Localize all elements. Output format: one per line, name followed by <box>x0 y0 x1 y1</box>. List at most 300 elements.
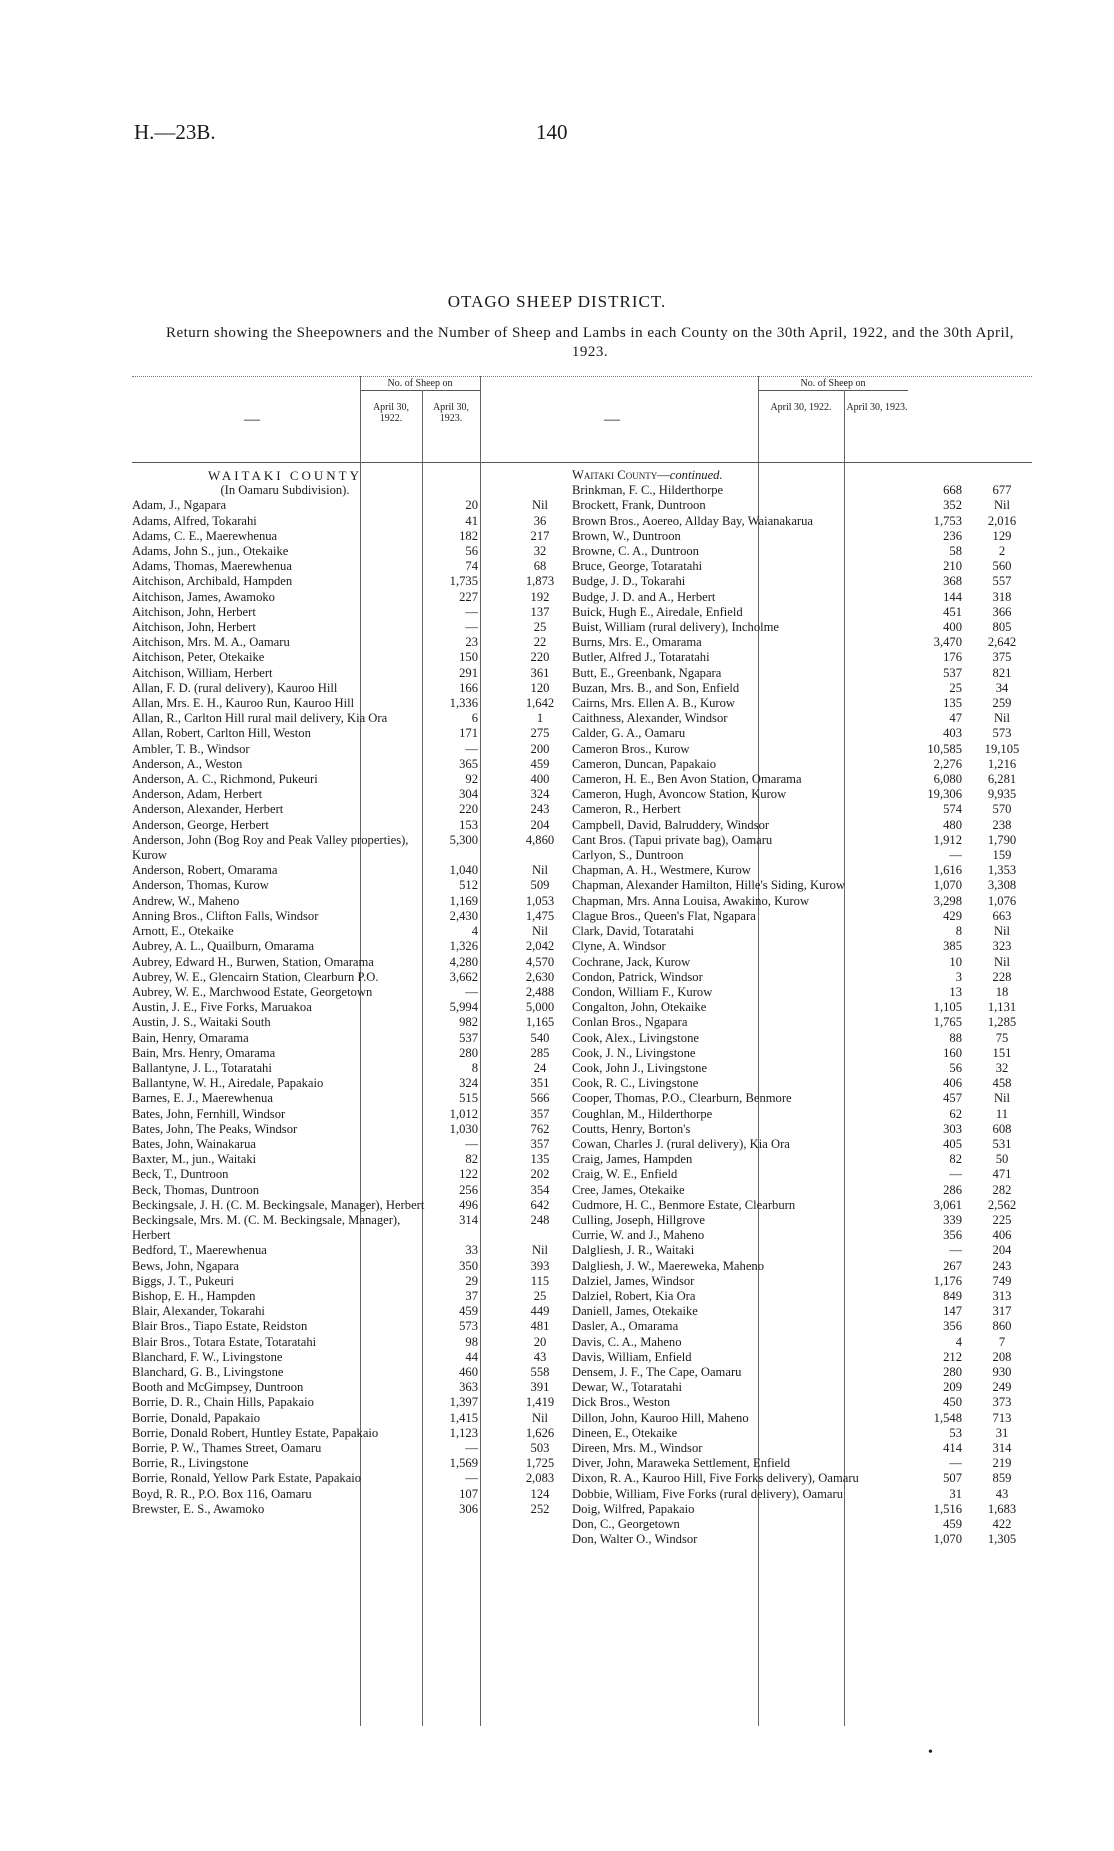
sheep-1922: 280 <box>459 1045 478 1060</box>
sheep-1922: 450 <box>943 1395 962 1410</box>
table-row <box>566 757 1032 772</box>
sheep-1923: 259 <box>992 696 1012 711</box>
sheep-1923: 1,053 <box>525 893 555 908</box>
sheep-return-table <box>132 376 1032 1726</box>
owner-name: Bews, John, Ngapara <box>132 1258 240 1273</box>
table-row <box>566 1107 1032 1122</box>
sheep-1923: 1,076 <box>987 893 1017 908</box>
sheep-1922: 1,912 <box>933 832 962 847</box>
sheep-1923: 11 <box>995 1106 1009 1121</box>
table-row <box>566 848 1032 863</box>
table-row <box>566 955 1032 970</box>
sheep-1923: 129 <box>992 528 1012 543</box>
sheep-1923: 361 <box>530 665 550 680</box>
sheep-1923: 318 <box>992 589 1012 604</box>
owner-name: Adams, Thomas, Maerewhenua <box>132 559 292 574</box>
sheep-1922: 19,306 <box>927 787 962 802</box>
table-row <box>566 863 1032 878</box>
owner-name: Don, C., Georgetown <box>572 1517 680 1532</box>
owner-name: Aitchison, William, Herbert <box>132 665 273 680</box>
table-row <box>566 605 1032 620</box>
table-row <box>566 529 1032 544</box>
table-row <box>566 1243 1032 1258</box>
sheep-1922: 1,176 <box>933 1273 962 1288</box>
sheep-1923: 1,790 <box>987 832 1017 847</box>
table-row <box>566 1335 1032 1350</box>
table-row <box>132 955 562 970</box>
sheep-1923: 1,683 <box>987 1501 1017 1516</box>
sheep-1923: 642 <box>530 1197 550 1212</box>
sheep-1922: 668 <box>943 483 962 498</box>
owner-name: Daniell, James, Otekaike <box>572 1304 698 1319</box>
section-subtitle-oamaru: (In Oamaru Subdivision). <box>220 483 350 498</box>
section-title-waitaki: WAITAKI COUNTY <box>208 468 362 483</box>
right-group-rule <box>758 390 908 391</box>
sheep-1922: 1,040 <box>449 863 478 878</box>
owner-name: Cook, Alex., Livingstone <box>572 1030 699 1045</box>
table-row <box>566 909 1032 924</box>
sheep-1923: 509 <box>530 878 550 893</box>
sheep-1923: 2 <box>998 544 1006 559</box>
owner-name: Adams, John S., jun., Otekaike <box>132 544 289 559</box>
sheep-1923: 4,860 <box>525 832 555 847</box>
sheep-1922: 414 <box>943 1441 962 1455</box>
sheep-1922: 4 <box>955 1334 962 1349</box>
owner-name: Dobbie, William, Five Forks (rural delivery), Oamaru <box>572 1486 844 1501</box>
sheep-1922: 41 <box>465 513 478 528</box>
owner-name: Blanchard, F. W., Livingstone <box>132 1349 283 1364</box>
sheep-1923: 1,131 <box>987 1000 1017 1015</box>
sheep-1922: 314 <box>459 1212 478 1227</box>
owner-name: Browne, C. A., Duntroon <box>572 544 699 559</box>
sheep-1923: 393 <box>530 1258 550 1273</box>
sheep-1923: 204 <box>992 1243 1012 1258</box>
sheep-1922: 23 <box>465 635 478 650</box>
owner-name: Dewar, W., Totaratahi <box>572 1380 682 1395</box>
table-row <box>132 1015 562 1030</box>
sheep-1922: — <box>465 984 478 999</box>
sheep-1922: 303 <box>943 1121 962 1136</box>
table-row <box>566 1289 1032 1304</box>
owner-name: Blair Bros., Tiapo Estate, Reidston <box>132 1319 308 1334</box>
owner-name: Condon, William F., Kurow <box>572 984 713 999</box>
table-row <box>566 696 1032 711</box>
sheep-1922: 62 <box>949 1106 962 1121</box>
sheep-1923: 151 <box>992 1045 1012 1060</box>
table-row <box>566 1471 1032 1486</box>
sheep-1923: 566 <box>530 1091 550 1106</box>
table-row <box>132 559 562 574</box>
table-row <box>566 681 1032 696</box>
sheep-1922: 10 <box>949 954 962 969</box>
owner-name: Allan, Mrs. E. H., Kauroo Run, Kauroo Hill <box>132 696 355 711</box>
sheep-1922: 210 <box>943 559 962 574</box>
sheep-1922: 6 <box>471 711 478 726</box>
sheep-1923: 137 <box>530 604 550 619</box>
sheep-1922: 400 <box>943 620 962 635</box>
owner-name: Dalgliesh, J. R., Waitaki <box>572 1243 695 1258</box>
owner-name: Brinkman, F. C., Hilderthorpe <box>572 483 724 498</box>
sheep-1923: Nil <box>993 711 1011 726</box>
sheep-1922: — <box>465 604 478 619</box>
sheep-1923: 208 <box>992 1349 1012 1364</box>
sheep-1923: 930 <box>992 1364 1012 1379</box>
sheep-1922: 1,070 <box>933 1532 962 1547</box>
owner-name: Aubrey, A. L., Quailburn, Omarama <box>132 939 315 954</box>
table-row <box>566 1137 1032 1152</box>
sheep-1923: 313 <box>992 1288 1012 1303</box>
sheep-1922: — <box>465 741 478 756</box>
owner-name: Bain, Mrs. Henry, Omarama <box>132 1045 276 1060</box>
sheep-1922: 451 <box>943 604 962 619</box>
owner-name: Brewster, E. S., Awamoko <box>132 1501 265 1516</box>
owner-name: Brockett, Frank, Duntroon <box>572 498 706 513</box>
sheep-1923: 805 <box>992 620 1012 635</box>
sheep-1922: 13 <box>949 984 962 999</box>
table-row <box>566 802 1032 817</box>
sheep-1922: 365 <box>459 756 478 771</box>
owner-name: Anderson, Alexander, Herbert <box>132 802 284 817</box>
sheep-1923: 238 <box>992 817 1012 832</box>
owner-name: Anderson, Adam, Herbert <box>132 787 263 802</box>
table-row <box>566 1122 1032 1137</box>
table-row <box>566 1061 1032 1076</box>
owner-name: Adam, J., Ngapara <box>132 498 227 513</box>
sheep-1923: 7 <box>998 1334 1006 1349</box>
sheep-1922: 5,300 <box>449 832 478 847</box>
table-row <box>566 833 1032 848</box>
sheep-1922: 1,516 <box>933 1501 962 1516</box>
table-row <box>132 544 562 559</box>
owner-name: Borrie, Ronald, Yellow Park Estate, Papakaio <box>132 1471 362 1486</box>
sheep-1923: 2,642 <box>987 635 1017 650</box>
owner-name: Beckingsale, Mrs. M. (C. M. Beckingsale, Manager), Herbert <box>132 1212 401 1243</box>
sheep-1923: 366 <box>992 604 1012 619</box>
sheep-1923: 859 <box>992 1471 1012 1486</box>
owner-name: Cameron Bros., Kurow <box>572 741 690 756</box>
sheep-1923: 22 <box>533 635 547 650</box>
sheep-1923: 248 <box>530 1212 550 1227</box>
sheep-1923: 225 <box>992 1212 1012 1227</box>
table-row <box>566 590 1032 605</box>
owner-name: Currie, W. and J., Maheno <box>572 1228 705 1243</box>
sheep-1923: 115 <box>530 1273 550 1288</box>
sheep-1923: Nil <box>531 498 549 513</box>
sheep-1923: 351 <box>530 1076 550 1091</box>
sheep-1922: 537 <box>943 665 962 680</box>
owner-name: Austin, J. E., Five Forks, Maruakoa <box>132 1000 312 1015</box>
owner-name: Ballantyne, W. H., Airedale, Papakaio <box>132 1076 324 1091</box>
owner-name: Anderson, A. C., Richmond, Pukeuri <box>132 772 318 787</box>
sheep-1923: 5,000 <box>525 1000 555 1015</box>
owner-name: Cooper, Thomas, P.O., Clearburn, Benmore <box>572 1091 792 1106</box>
sheep-1923: 481 <box>530 1319 550 1334</box>
table-row <box>132 833 562 863</box>
sheep-1922: 1,070 <box>933 878 962 893</box>
table-row <box>132 1426 562 1441</box>
sheep-1922: 849 <box>943 1288 962 1303</box>
right-column <box>566 468 1032 1547</box>
left-header-group: No. of Sheep on <box>387 378 453 389</box>
owner-name: Clague Bros., Queen's Flat, Ngapara <box>572 908 756 923</box>
owner-name: Adams, C. E., Maerewhenua <box>132 528 278 543</box>
sheep-1923: 373 <box>992 1395 1012 1410</box>
footer-dot: • <box>928 1745 933 1760</box>
table-row <box>566 1198 1032 1213</box>
owner-name: Biggs, J. T., Pukeuri <box>132 1273 235 1288</box>
sheep-1922: 982 <box>459 1015 478 1030</box>
owner-name: Don, Walter O., Windsor <box>572 1532 698 1547</box>
sheep-1923: 43 <box>995 1486 1009 1501</box>
sheep-1922: 574 <box>943 802 962 817</box>
table-row <box>566 1426 1032 1441</box>
owner-name: Caithness, Alexander, Windsor <box>572 711 728 726</box>
owner-name: Booth and McGimpsey, Duntroon <box>132 1380 304 1395</box>
owner-name: Borrie, P. W., Thames Street, Oamaru <box>132 1441 322 1455</box>
sheep-1922: 182 <box>459 528 478 543</box>
left-header-1922: April 30, 1922. <box>372 402 410 424</box>
owner-name: Bedford, T., Maerewhenua <box>132 1243 267 1258</box>
sheep-1922: 2,430 <box>449 908 478 923</box>
table-row <box>566 620 1032 635</box>
owner-name: Bates, John, Fernhill, Windsor <box>132 1106 286 1121</box>
sheep-1923: 1,725 <box>525 1456 555 1471</box>
owner-name: Clark, David, Totaratahi <box>572 924 694 939</box>
owner-name: Aitchison, Peter, Otekaike <box>132 650 265 665</box>
table-row <box>132 909 562 924</box>
sheep-1923: 20 <box>533 1334 547 1349</box>
table-row <box>132 1471 562 1486</box>
table-row <box>566 1456 1032 1471</box>
sheep-1922: 256 <box>459 1182 478 1197</box>
sheep-1922: — <box>465 1441 478 1455</box>
table-row <box>132 1107 562 1122</box>
sheep-1923: 275 <box>530 726 550 741</box>
sheep-1923: 249 <box>992 1380 1012 1395</box>
sheep-1923: 1,626 <box>525 1425 555 1440</box>
sheep-1923: 68 <box>533 559 547 574</box>
owner-name: Davis, C. A., Maheno <box>572 1334 682 1349</box>
owner-name: Borrie, D. R., Chain Hills, Papakaio <box>132 1395 314 1410</box>
sheep-1923: Nil <box>531 924 549 939</box>
sheep-1922: 405 <box>943 1136 962 1151</box>
table-row <box>132 726 562 741</box>
owner-name: Cree, James, Otekaike <box>572 1182 685 1197</box>
sheep-1923: 217 <box>530 528 550 543</box>
table-row <box>132 1031 562 1046</box>
sheep-1922: 496 <box>459 1197 478 1212</box>
sheep-1922: 25 <box>949 680 962 695</box>
sheep-1922: — <box>949 1456 962 1471</box>
sheep-1922: 122 <box>459 1167 478 1182</box>
sheep-1923: 458 <box>992 1076 1012 1091</box>
table-row <box>132 1213 562 1243</box>
table-row <box>132 1198 562 1213</box>
sheep-1922: 429 <box>943 908 962 923</box>
table-row <box>132 1487 562 1502</box>
table-row <box>132 1456 562 1471</box>
header-rule <box>132 462 1032 463</box>
sheep-1923: 243 <box>992 1258 1012 1273</box>
owner-name: Cook, J. N., Livingstone <box>572 1045 696 1060</box>
owner-name: Condon, Patrick, Windsor <box>572 969 703 984</box>
sheep-1922: 1,105 <box>933 1000 962 1015</box>
table-row <box>132 1243 562 1258</box>
sheep-1922: 10,585 <box>927 741 962 756</box>
table-row <box>566 1274 1032 1289</box>
sheep-1923: Nil <box>993 924 1011 939</box>
owner-name: Buzan, Mrs. B., and Son, Enfield <box>572 680 740 695</box>
owner-name: Ballantyne, J. L., Totaratahi <box>132 1060 272 1075</box>
table-row <box>566 1380 1032 1395</box>
sheep-1922: 98 <box>465 1334 478 1349</box>
table-row <box>566 1152 1032 1167</box>
owner-name: Dick Bros., Weston <box>572 1395 671 1410</box>
sheep-1923: 1,475 <box>525 908 555 923</box>
table-row <box>132 1152 562 1167</box>
table-row <box>566 1395 1032 1410</box>
sheep-1923: 406 <box>992 1228 1012 1243</box>
sheep-1922: 512 <box>459 878 478 893</box>
sheep-1922: 480 <box>943 817 962 832</box>
owner-name: Conlan Bros., Ngapara <box>572 1015 688 1030</box>
left-header-dash: — <box>244 411 260 428</box>
sheep-1922: 4 <box>471 924 478 939</box>
sheep-1923: 6,281 <box>987 772 1017 787</box>
table-row <box>132 1350 562 1365</box>
table-row <box>132 1441 562 1456</box>
owner-name: Calder, G. A., Oamaru <box>572 726 686 741</box>
table-row <box>132 1091 562 1106</box>
table-row <box>566 818 1032 833</box>
sheep-1923: 1,285 <box>987 1015 1017 1030</box>
table-row <box>132 1183 562 1198</box>
sheep-1922: 33 <box>465 1243 478 1258</box>
owner-name: Aubrey, W. E., Glencairn Station, Clearburn P.O. <box>132 969 379 984</box>
sheep-1922: 324 <box>459 1076 478 1091</box>
sheep-1922: 3,061 <box>933 1197 962 1212</box>
table-row <box>132 742 562 757</box>
table-row <box>132 863 562 878</box>
document-subtitle: Return showing the Sheepowners and the Number of Sheep and Lambs in each County on the 30th April, 1922, and the 30th April, 1923. <box>165 325 1015 360</box>
section-title-waitaki-continued: Waitaki County—continued. <box>572 468 723 482</box>
table-row <box>566 1091 1032 1106</box>
table-row <box>132 1395 562 1410</box>
sheep-1922: 339 <box>943 1212 962 1227</box>
table-row <box>132 620 562 635</box>
owner-name: Butler, Alfred J., Totaratahi <box>572 650 710 665</box>
right-header-dash: — <box>604 411 620 428</box>
owner-name: Butt, E., Greenbank, Ngapara <box>572 665 722 680</box>
sheep-1923: 19,105 <box>984 741 1020 756</box>
owner-name: Cochrane, Jack, Kurow <box>572 954 691 969</box>
sheep-1923: Nil <box>993 1091 1011 1106</box>
sheep-1922: 1,735 <box>449 574 478 589</box>
sheep-1923: 503 <box>530 1441 550 1455</box>
sheep-1923: Nil <box>993 954 1011 969</box>
sheep-1923: 713 <box>992 1410 1012 1425</box>
sheep-1922: 209 <box>943 1380 962 1395</box>
owner-name: Arnott, E., Otekaike <box>132 924 234 939</box>
table-row <box>566 1304 1032 1319</box>
sheep-1923: 34 <box>995 680 1009 695</box>
owner-name: Anderson, John (Bog Roy and Peak Valley properties), Kurow <box>132 832 409 863</box>
sheep-1923: 25 <box>533 1288 547 1303</box>
owner-name: Burns, Mrs. E., Omarama <box>572 635 702 650</box>
table-row <box>566 1319 1032 1334</box>
header-code: H.—23B. <box>134 120 216 144</box>
sheep-1922: 304 <box>459 787 478 802</box>
table-row <box>566 1259 1032 1274</box>
sheep-1922: 47 <box>949 711 962 726</box>
sheep-1922: 306 <box>459 1501 478 1516</box>
owner-name: Chapman, Mrs. Anna Louisa, Awakino, Kurow <box>572 893 810 908</box>
owner-name: Barnes, E. J., Maerewhenua <box>132 1091 273 1106</box>
left-header-1923: April 30, 1923. <box>432 402 470 424</box>
sheep-1923: 558 <box>530 1364 550 1379</box>
sheep-1922: 31 <box>949 1486 962 1501</box>
sheep-1922: 82 <box>949 1152 962 1167</box>
sheep-1922: 1,548 <box>933 1410 962 1425</box>
sheep-1922: 352 <box>943 498 962 513</box>
owner-name: Culling, Joseph, Hillgrove <box>572 1212 705 1227</box>
sheep-1922: 147 <box>943 1304 962 1319</box>
table-row <box>132 802 562 817</box>
left-column <box>132 468 562 1517</box>
sheep-1922: 8 <box>471 1060 478 1075</box>
owner-name: Dalziel, Robert, Kia Ora <box>572 1288 696 1303</box>
table-row <box>132 1259 562 1274</box>
sheep-1922: 20 <box>465 498 478 513</box>
sheep-1922: 1,415 <box>449 1410 478 1425</box>
sheep-1922: 3 <box>955 969 962 984</box>
sheep-1922: 459 <box>943 1517 962 1532</box>
sheep-1922: 166 <box>459 680 478 695</box>
sheep-1922: 4,280 <box>449 954 478 969</box>
table-row <box>566 1441 1032 1456</box>
sheep-1923: 1,165 <box>525 1015 555 1030</box>
owner-name: Allan, F. D. (rural delivery), Kauroo Hill <box>132 680 338 695</box>
sheep-1923: 159 <box>992 848 1012 863</box>
owner-name: Craig, W. E., Enfield <box>572 1167 678 1182</box>
sheep-1922: 135 <box>943 696 962 711</box>
table-row <box>566 498 1032 513</box>
sheep-1922: 88 <box>949 1030 962 1045</box>
sheep-1922: — <box>465 1471 478 1486</box>
sheep-1923: 1,873 <box>525 574 555 589</box>
table-row <box>132 529 562 544</box>
sheep-1923: 860 <box>992 1319 1012 1334</box>
sheep-1922: 1,336 <box>449 696 478 711</box>
table-row <box>132 1502 562 1517</box>
table-row <box>132 574 562 589</box>
owner-name: Aitchison, Archibald, Hampden <box>132 574 293 589</box>
sheep-1922: 1,030 <box>449 1121 478 1136</box>
sheep-1923: 821 <box>992 665 1012 680</box>
owner-name: Bruce, George, Totaratahi <box>572 559 703 574</box>
table-row <box>566 514 1032 529</box>
sheep-1923: 228 <box>992 969 1012 984</box>
table-row <box>132 1411 562 1426</box>
table-row <box>566 650 1032 665</box>
sheep-1922: 1,123 <box>449 1425 478 1440</box>
owner-name: Cameron, Duncan, Papakaio <box>572 756 717 771</box>
owner-name: Allan, Robert, Carlton Hill, Weston <box>132 726 311 741</box>
sheep-1922: 356 <box>943 1228 962 1243</box>
sheep-1922: 150 <box>459 650 478 665</box>
owner-name: Blanchard, G. B., Livingstone <box>132 1364 284 1379</box>
sheep-1922: 1,012 <box>449 1106 478 1121</box>
